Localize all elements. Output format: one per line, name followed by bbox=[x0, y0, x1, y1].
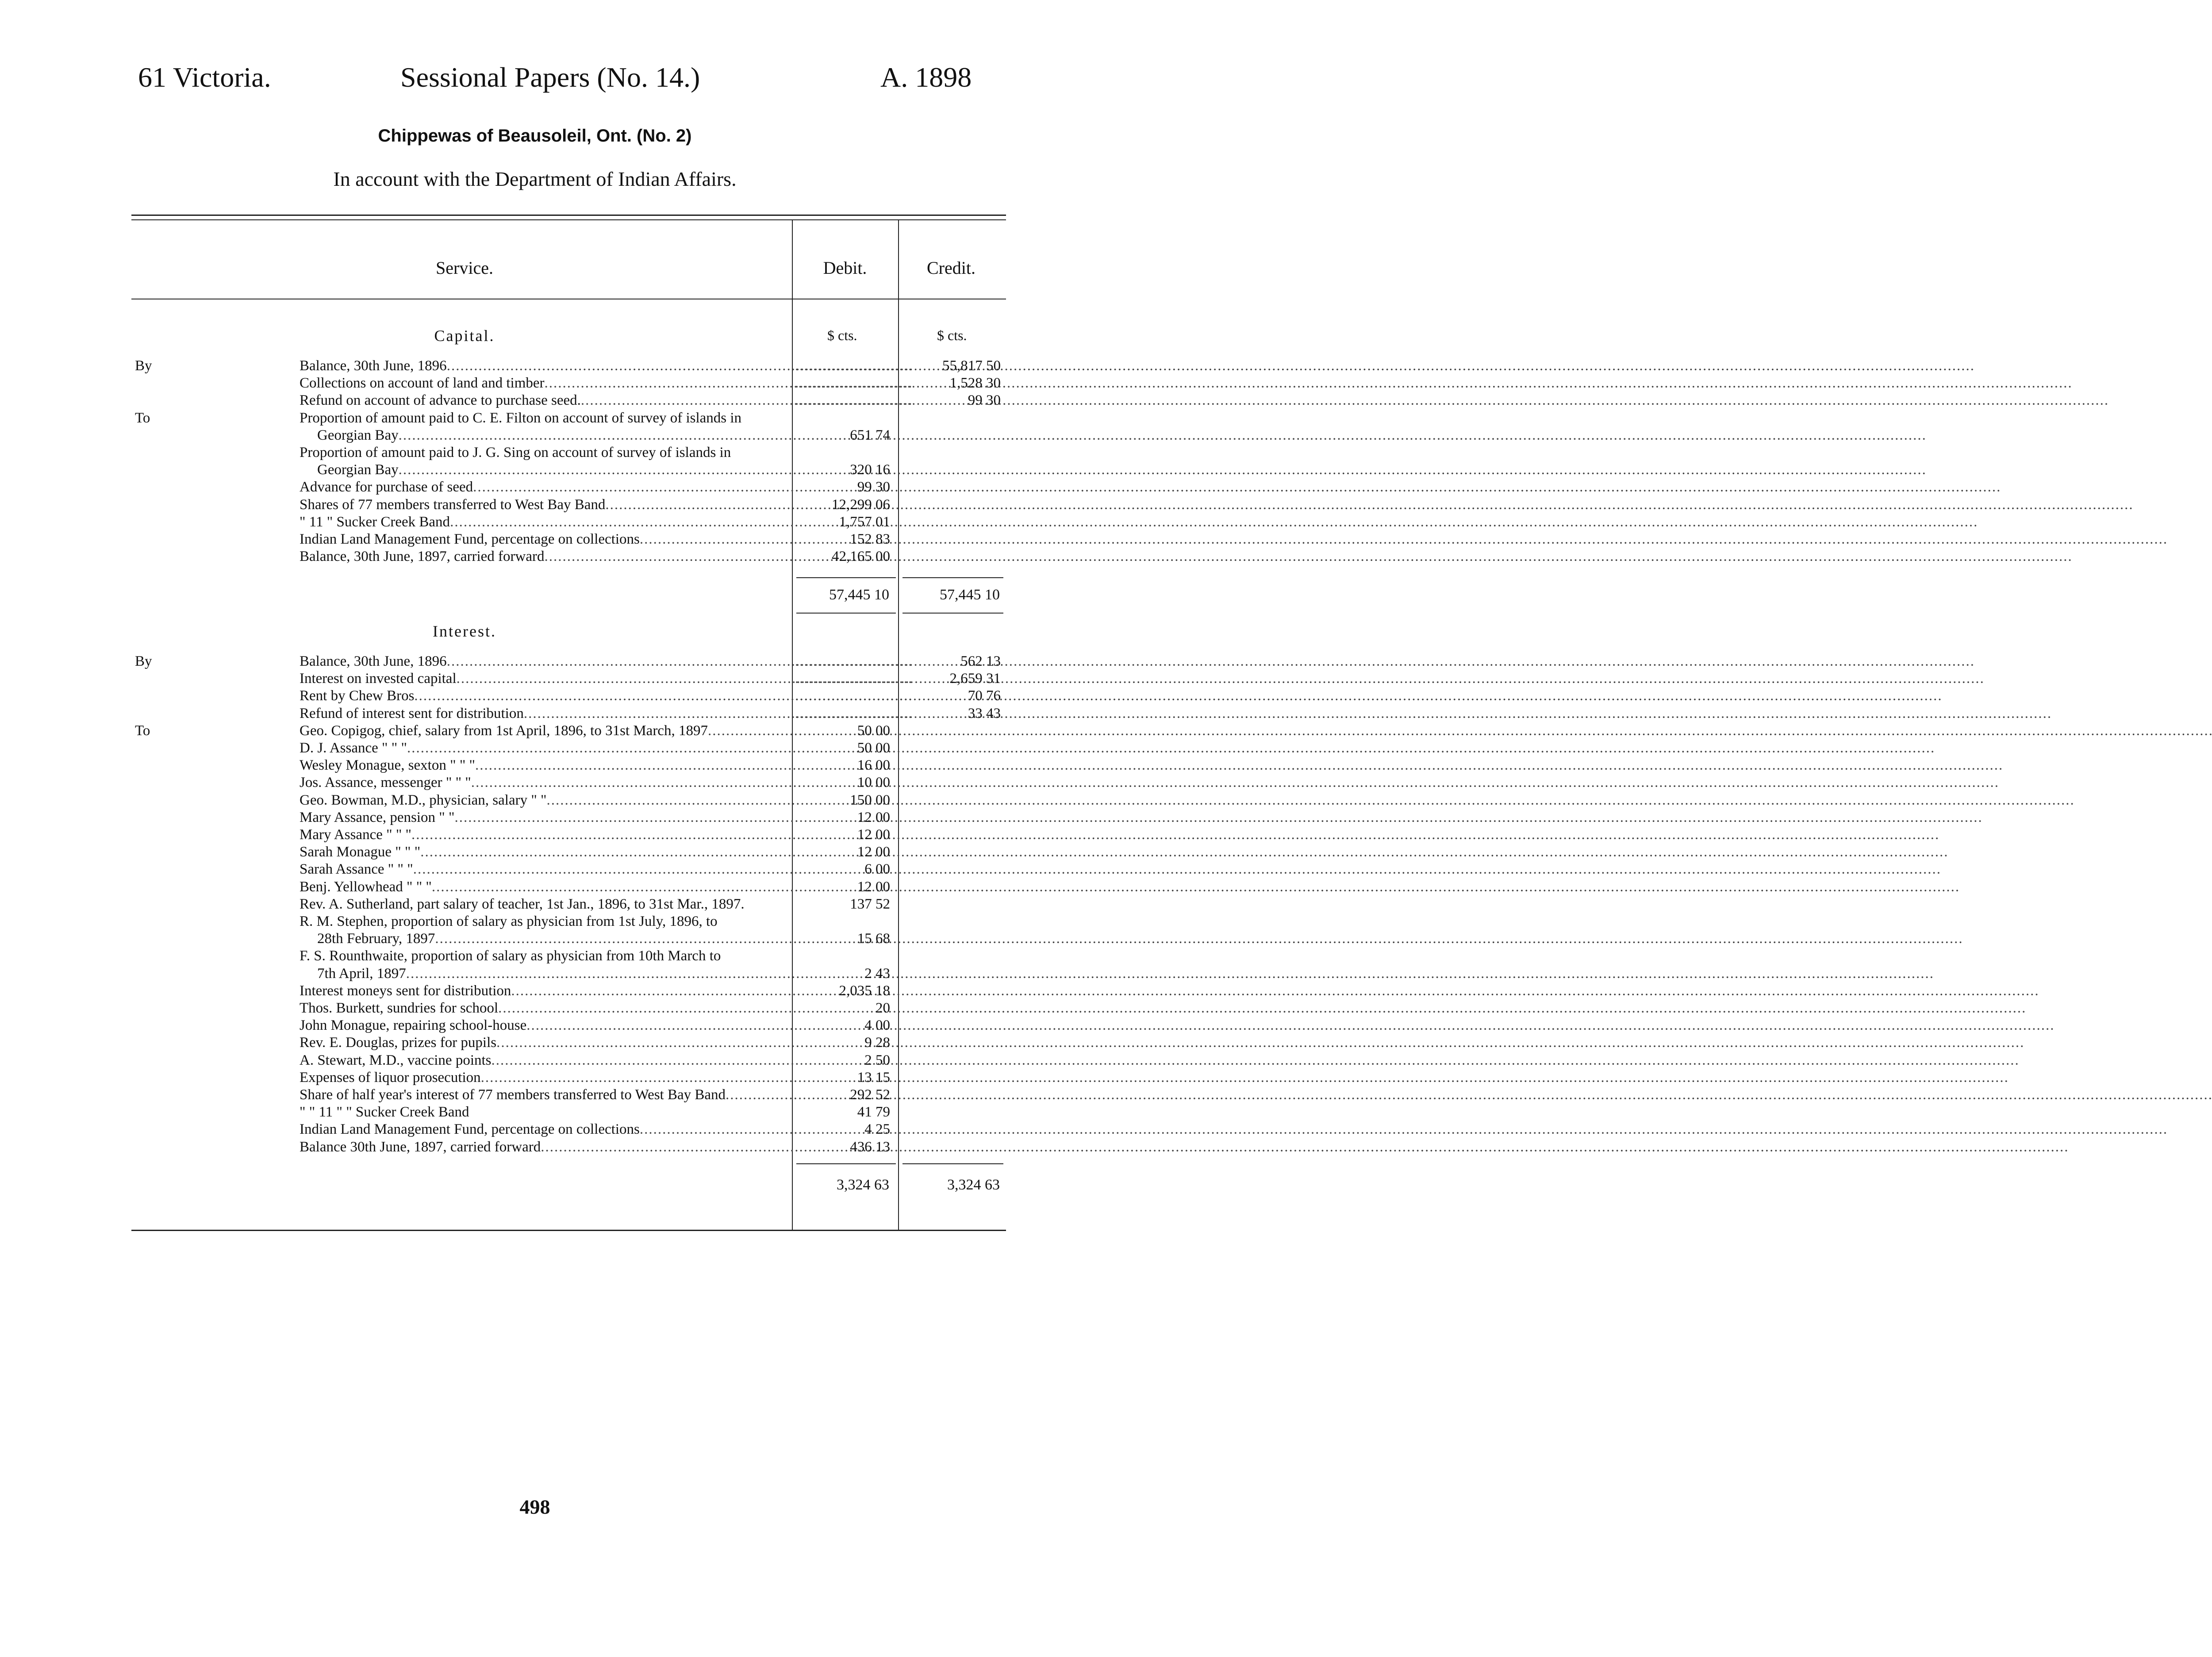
leader-dots bbox=[731, 444, 921, 461]
debit-amount: 42,165 00 bbox=[832, 548, 890, 565]
leader-dots bbox=[524, 705, 2052, 722]
entry-text: Share of half year's interest of 77 members transferred to West Bay Band bbox=[300, 1087, 726, 1103]
capital-total-underline-debit bbox=[796, 613, 896, 614]
entry-text: Shares of 77 members transferred to West Bay Band bbox=[300, 496, 606, 513]
leader-dots bbox=[471, 774, 1999, 791]
ledger-row bbox=[131, 757, 1006, 774]
debit-amount: 13 15 bbox=[857, 1069, 890, 1085]
ledger-row bbox=[131, 1052, 1006, 1069]
entry-text: Proportion of amount paid to J. G. Sing on account of survey of islands in bbox=[300, 445, 731, 460]
ledger-row bbox=[131, 705, 1006, 722]
ledger-row bbox=[131, 427, 1006, 444]
ledger-row bbox=[131, 965, 1006, 982]
ledger-row bbox=[131, 740, 1006, 757]
debit-amount: 12,299 06 bbox=[832, 496, 890, 513]
credit-amount: 70 76 bbox=[968, 688, 1001, 704]
entry-prefix: To bbox=[135, 722, 150, 739]
debit-amount: 12 00 bbox=[857, 844, 890, 860]
debit-amount: 99 30 bbox=[857, 479, 890, 495]
leader-dots bbox=[457, 670, 1985, 687]
entry-text: Balance 30th June, 1897, carried forward bbox=[300, 1139, 541, 1155]
ledger-row bbox=[131, 496, 1006, 514]
leader-dots bbox=[413, 861, 1941, 878]
leader-dots bbox=[547, 792, 2075, 809]
capital-total-underline-credit bbox=[902, 613, 1003, 614]
debit-amount: 320 16 bbox=[850, 462, 890, 478]
debit-amount: 15 68 bbox=[857, 931, 890, 947]
credit-amount: 562 13 bbox=[960, 653, 1001, 669]
entry-text: Rent by Chew Bros bbox=[300, 688, 415, 704]
ledger-row bbox=[131, 930, 1006, 947]
column-head-credit: Credit. bbox=[927, 258, 975, 278]
header-papers: Sessional Papers (No. 14.) bbox=[400, 61, 700, 93]
debit-amount: 1,757 01 bbox=[839, 514, 890, 530]
ledger-row bbox=[131, 375, 1006, 392]
ledger-row bbox=[131, 1034, 1006, 1051]
interest-total-debit: 3,324 63 bbox=[837, 1177, 889, 1193]
leader-dots bbox=[399, 427, 1927, 444]
capital-total-debit: 57,445 10 bbox=[829, 587, 889, 603]
entry-text: Wesley Monague, sexton " " " bbox=[300, 757, 476, 774]
entry-text: " 11 " Sucker Creek Band bbox=[300, 514, 450, 530]
section-heading-capital: Capital. bbox=[434, 327, 495, 345]
entry-text: Benj. Yellowhead " " " bbox=[300, 878, 432, 895]
entry-text: Mary Assance " " " bbox=[300, 827, 412, 843]
debit-leader-dots: .......................... bbox=[795, 375, 913, 391]
entry-text: Rev. A. Sutherland, part salary of teacher, 1st Jan., 1896, to 31st Mar., 1897. bbox=[300, 896, 745, 912]
ledger-row bbox=[131, 947, 1006, 965]
entry-description bbox=[300, 913, 921, 930]
debit-amount: 9 28 bbox=[864, 1035, 890, 1051]
leader-dots bbox=[726, 1086, 2212, 1104]
debit-amount: 50 00 bbox=[857, 740, 890, 756]
debit-amount: 6 00 bbox=[864, 861, 890, 878]
ledger-row bbox=[131, 1086, 1006, 1104]
capital-total-rule-credit bbox=[902, 577, 1003, 578]
ledger-row bbox=[131, 410, 1006, 427]
debit-amount: 4 25 bbox=[864, 1121, 890, 1138]
ledger-row bbox=[131, 722, 1006, 740]
debit-leader-dots: .......................... bbox=[795, 653, 913, 669]
ledger-row bbox=[131, 809, 1006, 826]
credit-unit-label: $ cts. bbox=[937, 327, 967, 343]
capital-total-rule-debit bbox=[796, 577, 896, 578]
entry-text: Collections on account of land and timber bbox=[300, 375, 545, 391]
leader-dots bbox=[411, 826, 1939, 844]
entry-text: A. Stewart, M.D., vaccine points bbox=[300, 1052, 492, 1068]
ledger-row bbox=[131, 861, 1006, 878]
interest-total-rule-credit bbox=[902, 1163, 1003, 1164]
leader-dots bbox=[447, 653, 1975, 670]
credit-amount: 55,817 50 bbox=[942, 358, 1001, 374]
column-head-service: Service. bbox=[436, 258, 493, 278]
top-rule-2 bbox=[131, 219, 1006, 220]
section-heading-interest: Interest. bbox=[433, 622, 496, 640]
entry-text: Indian Land Management Fund, percentage on collections bbox=[300, 1121, 640, 1138]
debit-leader-dots: .......................... bbox=[795, 358, 913, 374]
debit-amount: 4 00 bbox=[864, 1017, 890, 1034]
leader-dots bbox=[718, 913, 921, 930]
entry-text: Rev. E. Douglas, prizes for pupils bbox=[300, 1035, 497, 1051]
leader-dots bbox=[541, 1139, 2069, 1156]
debit-amount: 292 52 bbox=[850, 1087, 890, 1103]
ledger-row bbox=[131, 896, 1006, 913]
ledger-row bbox=[131, 392, 1006, 409]
debit-amount: 41 79 bbox=[857, 1104, 890, 1120]
debit-amount: 12 00 bbox=[857, 827, 890, 843]
leader-dots bbox=[741, 410, 921, 427]
ledger-row bbox=[131, 774, 1006, 791]
credit-amount: 33 43 bbox=[968, 705, 1001, 721]
leader-dots bbox=[432, 878, 1960, 896]
leader-dots bbox=[414, 687, 1942, 705]
leader-dots bbox=[406, 965, 1934, 982]
debit-amount: 651 74 bbox=[850, 427, 890, 443]
entry-text: Proportion of amount paid to C. E. Filton on account of survey of islands in bbox=[300, 410, 742, 426]
entry-text: Sarah Monague " " " bbox=[300, 844, 421, 860]
debit-amount: 137 52 bbox=[850, 896, 890, 912]
ledger-row bbox=[131, 844, 1006, 861]
ledger-row bbox=[131, 479, 1006, 496]
ledger-row bbox=[131, 792, 1006, 809]
debit-amount: 150 00 bbox=[850, 792, 890, 808]
entry-text: Georgian Bay bbox=[317, 462, 399, 478]
entry-text: Georgian Bay bbox=[317, 427, 399, 443]
ledger-row bbox=[131, 982, 1006, 1000]
debit-amount: 152 83 bbox=[850, 531, 890, 547]
entry-text: Geo. Copigog, chief, salary from 1st April, 1896, to 31st March, 1897 bbox=[300, 722, 708, 739]
leader-dots bbox=[511, 982, 2039, 1000]
ledger-row bbox=[131, 670, 1006, 687]
debit-leader-dots: .......................... bbox=[795, 671, 913, 687]
entry-text: Mary Assance, pension " " bbox=[300, 809, 455, 825]
ledger-row bbox=[131, 444, 1006, 461]
leader-dots bbox=[399, 461, 1927, 479]
debit-leader-dots: .......................... bbox=[795, 688, 913, 704]
header-year: A. 1898 bbox=[880, 61, 972, 93]
leader-dots bbox=[420, 844, 1948, 861]
entry-text: F. S. Rounthwaite, proportion of salary as physician from 10th March to bbox=[300, 948, 721, 964]
entry-text: Balance, 30th June, 1897, carried forward bbox=[300, 548, 545, 565]
debit-amount: 2 43 bbox=[864, 965, 890, 982]
entry-text: Expenses of liquor prosecution bbox=[300, 1069, 481, 1085]
leader-dots bbox=[475, 757, 2003, 774]
ledger-row bbox=[131, 1069, 1006, 1086]
entry-prefix: By bbox=[135, 358, 152, 374]
ledger-row bbox=[131, 913, 1006, 930]
entry-text: Jos. Assance, messenger " " " bbox=[300, 775, 471, 791]
debit-amount: 50 00 bbox=[857, 722, 890, 739]
account-subtitle: In account with the Department of Indian Affairs. bbox=[333, 168, 737, 190]
leader-dots bbox=[498, 1000, 2026, 1017]
column-head-debit: Debit. bbox=[823, 258, 867, 278]
top-rule-1 bbox=[131, 215, 1006, 216]
ledger-row bbox=[131, 1121, 1006, 1138]
capital-total-credit: 57,445 10 bbox=[940, 587, 1000, 603]
debit-leader-dots: .......................... bbox=[795, 705, 913, 721]
entry-text: Interest moneys sent for distribution bbox=[300, 982, 511, 999]
credit-amount: 1,528 30 bbox=[949, 375, 1001, 391]
entry-text: D. J. Assance " " " bbox=[300, 740, 407, 756]
ledger-row bbox=[131, 1139, 1006, 1156]
page-number: 498 bbox=[519, 1496, 550, 1518]
debit-leader-dots: .......................... bbox=[795, 392, 913, 409]
ledger-row bbox=[131, 357, 1006, 375]
leader-dots bbox=[481, 1069, 2009, 1086]
ledger-row bbox=[131, 461, 1006, 479]
entry-text: John Monague, repairing school-house bbox=[300, 1017, 527, 1034]
debit-amount: 2 50 bbox=[864, 1052, 890, 1068]
leader-dots bbox=[435, 930, 1963, 947]
debit-amount: 10 00 bbox=[857, 775, 890, 791]
entry-text: Indian Land Management Fund, percentage on collections bbox=[300, 531, 640, 547]
debit-amount: 20 bbox=[876, 1000, 890, 1016]
leader-dots bbox=[447, 357, 1975, 375]
leader-dots bbox=[473, 479, 2001, 496]
leader-dots bbox=[545, 375, 2073, 392]
debit-amount: 12 00 bbox=[857, 878, 890, 895]
entry-description bbox=[300, 444, 921, 461]
entry-text: R. M. Stephen, proportion of salary as physician from 1st July, 1896, to bbox=[300, 913, 718, 929]
entry-text: 7th April, 1897 bbox=[317, 965, 406, 982]
entry-description bbox=[300, 410, 921, 427]
ledger-row bbox=[131, 1000, 1006, 1017]
entry-prefix: To bbox=[135, 410, 150, 426]
leader-dots bbox=[544, 548, 2072, 565]
header-volume: 61 Victoria. bbox=[138, 61, 271, 93]
entry-text: Refund of interest sent for distribution bbox=[300, 705, 524, 721]
ledger-row bbox=[131, 878, 1006, 896]
leader-dots bbox=[526, 1017, 2055, 1034]
ledger-row bbox=[131, 826, 1006, 844]
leader-dots bbox=[721, 947, 921, 965]
leader-dots bbox=[492, 1052, 2020, 1069]
bottom-rule bbox=[131, 1230, 1006, 1231]
ledger-row bbox=[131, 548, 1006, 565]
debit-amount: 436 13 bbox=[850, 1139, 890, 1155]
entry-text: Interest on invested capital bbox=[300, 671, 457, 687]
debit-amount: 16 00 bbox=[857, 757, 890, 774]
ledger-row bbox=[131, 653, 1006, 670]
leader-dots bbox=[454, 809, 1982, 826]
credit-amount: 99 30 bbox=[968, 392, 1001, 409]
credit-amount: 2,659 31 bbox=[949, 671, 1001, 687]
leader-dots bbox=[496, 1034, 2024, 1051]
entry-text: Sarah Assance " " " bbox=[300, 861, 413, 878]
entry-text: Geo. Bowman, M.D., physician, salary " " bbox=[300, 792, 547, 808]
interest-total-credit: 3,324 63 bbox=[947, 1177, 1000, 1193]
entry-prefix: By bbox=[135, 653, 152, 669]
ledger-row bbox=[131, 1104, 1006, 1121]
entry-text: 28th February, 1897 bbox=[317, 931, 435, 947]
debit-amount: 12 00 bbox=[857, 809, 890, 825]
entry-description bbox=[300, 947, 921, 965]
leader-dots bbox=[708, 722, 2212, 740]
interest-total-rule-debit bbox=[796, 1163, 896, 1164]
ledger-row bbox=[131, 531, 1006, 548]
entry-text: Refund on account of advance to purchase seed. bbox=[300, 392, 581, 409]
ledger-row bbox=[131, 687, 1006, 705]
debit-amount: 2,035 18 bbox=[839, 982, 890, 999]
entry-text: Balance, 30th June, 1896 bbox=[300, 358, 447, 374]
account-title: Chippewas of Beausoleil, Ont. (No. 2) bbox=[378, 126, 692, 146]
entry-text: Balance, 30th June, 1896 bbox=[300, 653, 447, 669]
entry-text: Advance for purchase of seed bbox=[300, 479, 473, 495]
entry-text: Thos. Burkett, sundries for school bbox=[300, 1000, 499, 1016]
ledger-row bbox=[131, 514, 1006, 531]
leader-dots bbox=[450, 514, 1978, 531]
debit-unit-label: $ cts. bbox=[827, 327, 857, 343]
ledger-row bbox=[131, 1017, 1006, 1034]
entry-text: " " 11 " " Sucker Creek Band bbox=[300, 1104, 469, 1120]
leader-dots bbox=[407, 740, 1935, 757]
